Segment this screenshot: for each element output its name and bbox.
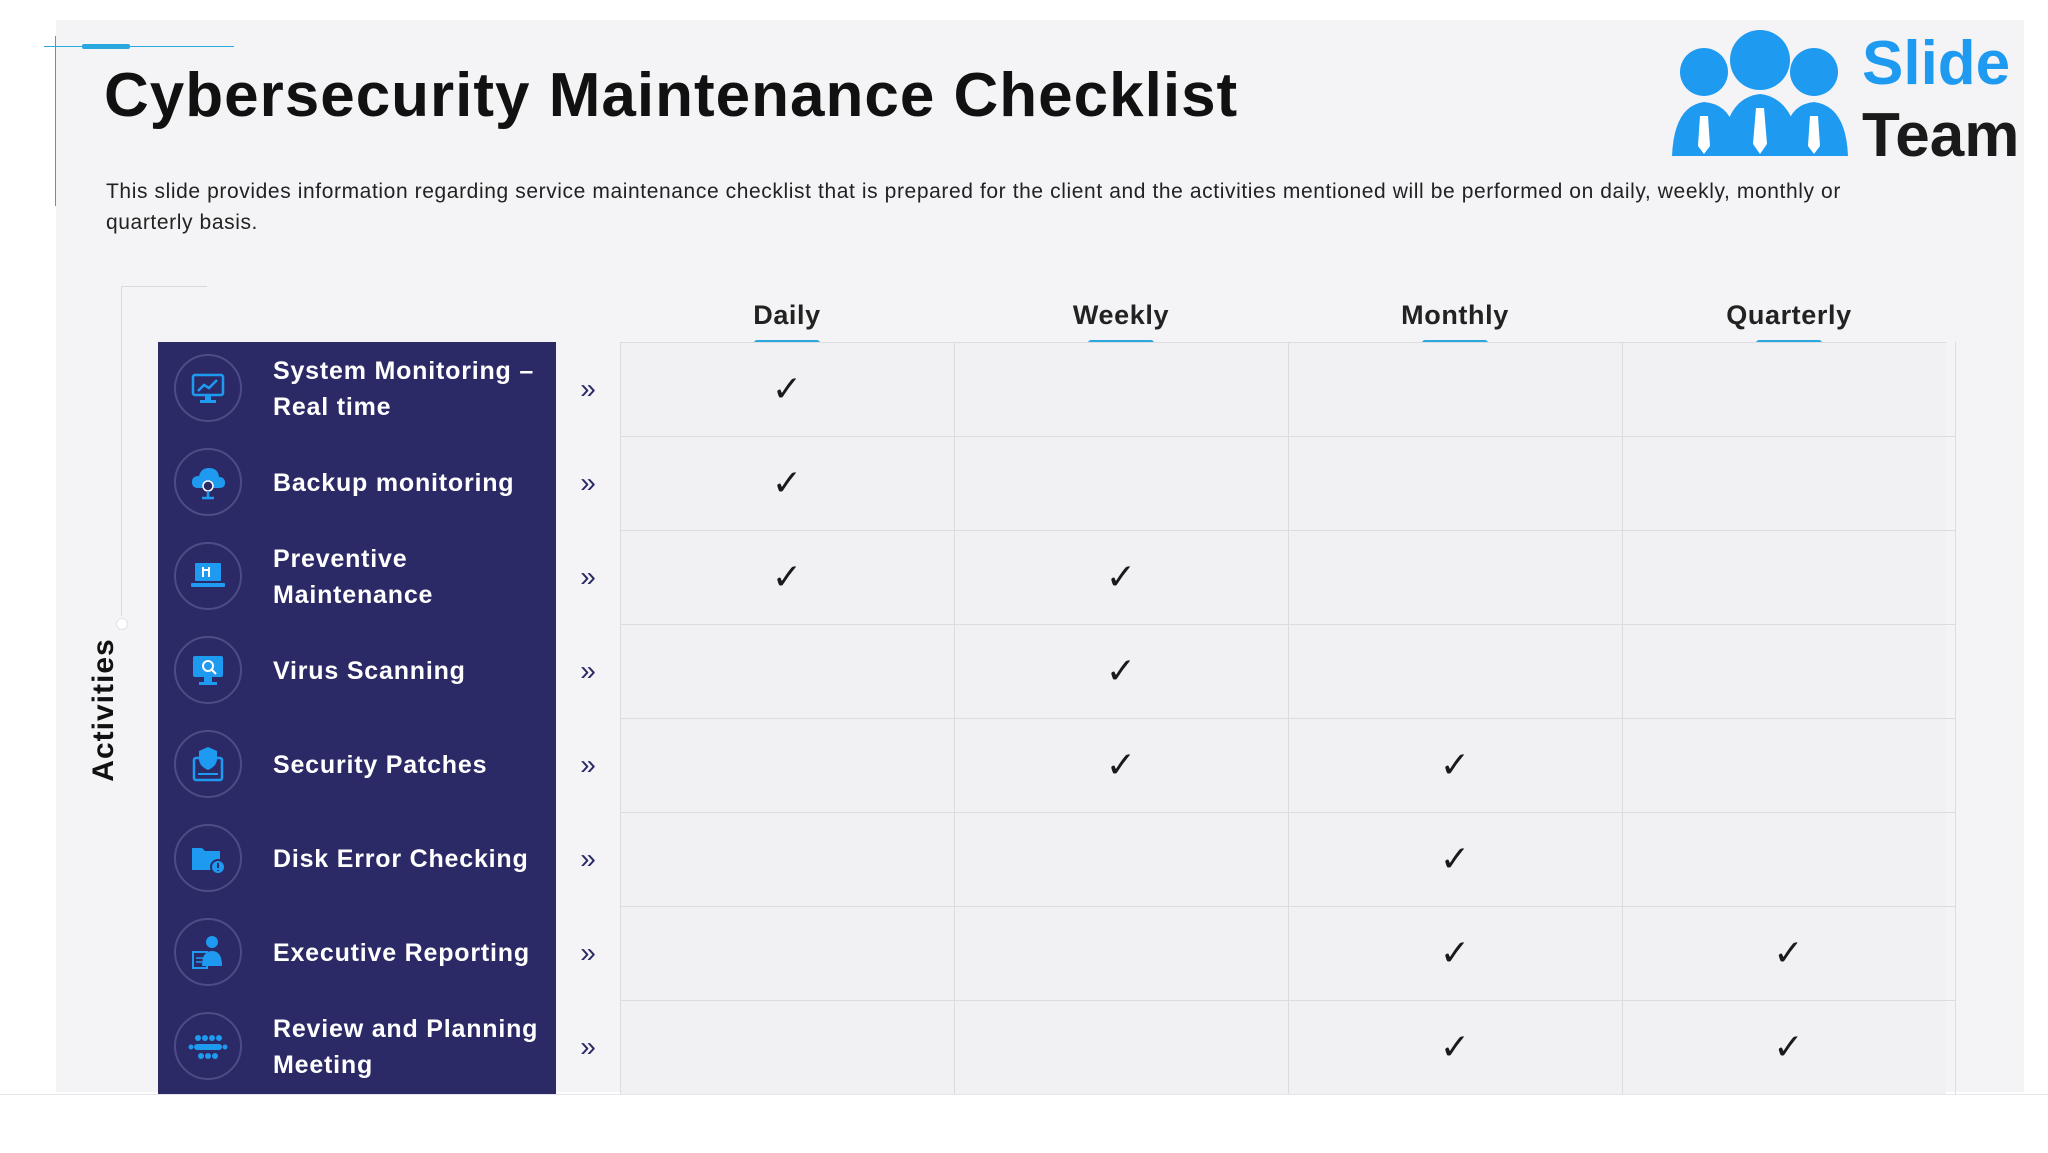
folder-alert-icon <box>174 824 242 892</box>
checklist-cell <box>1288 624 1623 719</box>
checklist-cell <box>1622 342 1956 437</box>
checkmark-icon: ✓ <box>1439 744 1471 785</box>
activity-label: Disk Error Checking <box>273 845 529 873</box>
checklist-grid <box>620 342 1946 1094</box>
checklist-cell <box>954 530 1289 625</box>
team-people-icon <box>1664 28 1854 168</box>
activity-label: Security Patches <box>273 751 488 779</box>
activities-label: Activities <box>87 638 120 782</box>
checklist-cell <box>1622 812 1956 907</box>
checklist-cell <box>620 1000 955 1095</box>
slide-subtitle: This slide provides information regarding service maintenance checklist that is prepared for the client and the activities mentioned will be performed on daily, weekly, monthly or quarterly basis. <box>106 180 1841 234</box>
checklist-cell <box>620 624 955 719</box>
column-header-monthly: Monthly <box>1401 300 1509 330</box>
decorative-horizontal-line <box>44 46 234 47</box>
decorative-accent-bar <box>82 44 130 49</box>
double-chevron-right-icon: » <box>580 843 596 874</box>
activities-vertical-line <box>121 286 122 616</box>
checklist-cell <box>620 436 955 531</box>
double-chevron-right-icon: » <box>580 373 596 404</box>
activity-label: Backup monitoring <box>273 469 515 497</box>
checklist-cell <box>1622 436 1956 531</box>
checklist-cell <box>954 906 1289 1001</box>
laptop-tools-icon <box>174 542 242 610</box>
double-chevron-right-icon: » <box>580 937 596 968</box>
activities-connector-dot <box>116 618 128 630</box>
checklist-cell <box>1288 718 1623 813</box>
checkmark-icon: ✓ <box>1105 744 1137 785</box>
checklist-cell <box>1622 906 1956 1001</box>
column-header-daily: Daily <box>753 300 821 330</box>
checklist-cell <box>1288 436 1623 531</box>
slide-title: Cybersecurity Maintenance Checklist <box>104 61 1239 130</box>
person-report-icon <box>174 918 242 986</box>
checkmark-icon: ✓ <box>1439 1026 1471 1067</box>
column-header-quarterly: Quarterly <box>1726 300 1852 330</box>
checklist-cell <box>620 906 955 1001</box>
activity-row <box>158 906 556 1000</box>
checkmark-icon: ✓ <box>1105 650 1137 691</box>
activities-panel <box>158 342 556 1094</box>
checklist-cell <box>620 718 955 813</box>
checklist-cell <box>1622 718 1956 813</box>
activity-label: Review and Planning Meeting <box>273 1015 539 1079</box>
activity-label: Executive Reporting <box>273 939 530 967</box>
checklist-cell <box>954 624 1289 719</box>
decorative-vertical-line <box>55 36 56 206</box>
meeting-table-icon <box>174 1012 242 1080</box>
checkmark-icon: ✓ <box>1773 932 1804 973</box>
monitor-scan-icon <box>174 636 242 704</box>
activity-row <box>158 624 556 718</box>
checkmark-icon: ✓ <box>771 556 803 597</box>
checklist-cell <box>1622 530 1956 625</box>
checklist-cell <box>1622 1000 1956 1095</box>
double-chevron-right-icon: » <box>580 467 596 498</box>
activity-row <box>158 342 556 436</box>
checklist-cell <box>1288 1000 1623 1095</box>
logo-word-team: Team <box>1862 101 2020 170</box>
shield-calendar-icon <box>174 730 242 798</box>
slideteam-logo <box>1664 28 2024 168</box>
checkmark-icon: ✓ <box>771 368 803 409</box>
double-chevron-right-icon: » <box>580 561 596 592</box>
double-chevron-right-icon: » <box>580 655 596 686</box>
checklist-cell <box>1288 812 1623 907</box>
logo-word-slide: Slide <box>1862 29 2011 98</box>
checklist-cell <box>620 530 955 625</box>
bottom-band <box>0 1094 2048 1153</box>
activity-row <box>158 530 556 624</box>
checklist-cell <box>1288 906 1623 1001</box>
checklist-cell <box>954 812 1289 907</box>
checkmark-icon: ✓ <box>1773 1026 1804 1067</box>
double-chevron-right-icon: » <box>580 749 596 780</box>
checklist-cell <box>1288 342 1623 437</box>
activity-row <box>158 718 556 812</box>
activity-row <box>158 436 556 530</box>
activities-connector-line <box>121 286 207 287</box>
checklist-cell <box>954 342 1289 437</box>
checkmark-icon: ✓ <box>1105 556 1137 597</box>
checklist-cell <box>1288 530 1623 625</box>
monitor-chart-icon <box>174 354 242 422</box>
checklist-cell <box>1622 624 1956 719</box>
column-header-weekly: Weekly <box>1072 300 1170 330</box>
double-chevron-right-icon: » <box>580 1031 596 1062</box>
activity-label: System Monitoring – Real time <box>273 357 535 421</box>
activity-label: Virus Scanning <box>273 657 466 685</box>
checkmark-icon: ✓ <box>1439 932 1471 973</box>
activity-row <box>158 812 556 906</box>
checklist-cell <box>620 812 955 907</box>
activity-label: Preventive Maintenance <box>273 545 434 609</box>
activity-row <box>158 1000 556 1094</box>
checklist-cell <box>954 1000 1289 1095</box>
checklist-cell <box>620 342 955 437</box>
checklist-cell <box>954 436 1289 531</box>
checkmark-icon: ✓ <box>1439 838 1471 879</box>
checklist-cell <box>954 718 1289 813</box>
checkmark-icon: ✓ <box>771 462 803 503</box>
cloud-backup-icon <box>174 448 242 516</box>
